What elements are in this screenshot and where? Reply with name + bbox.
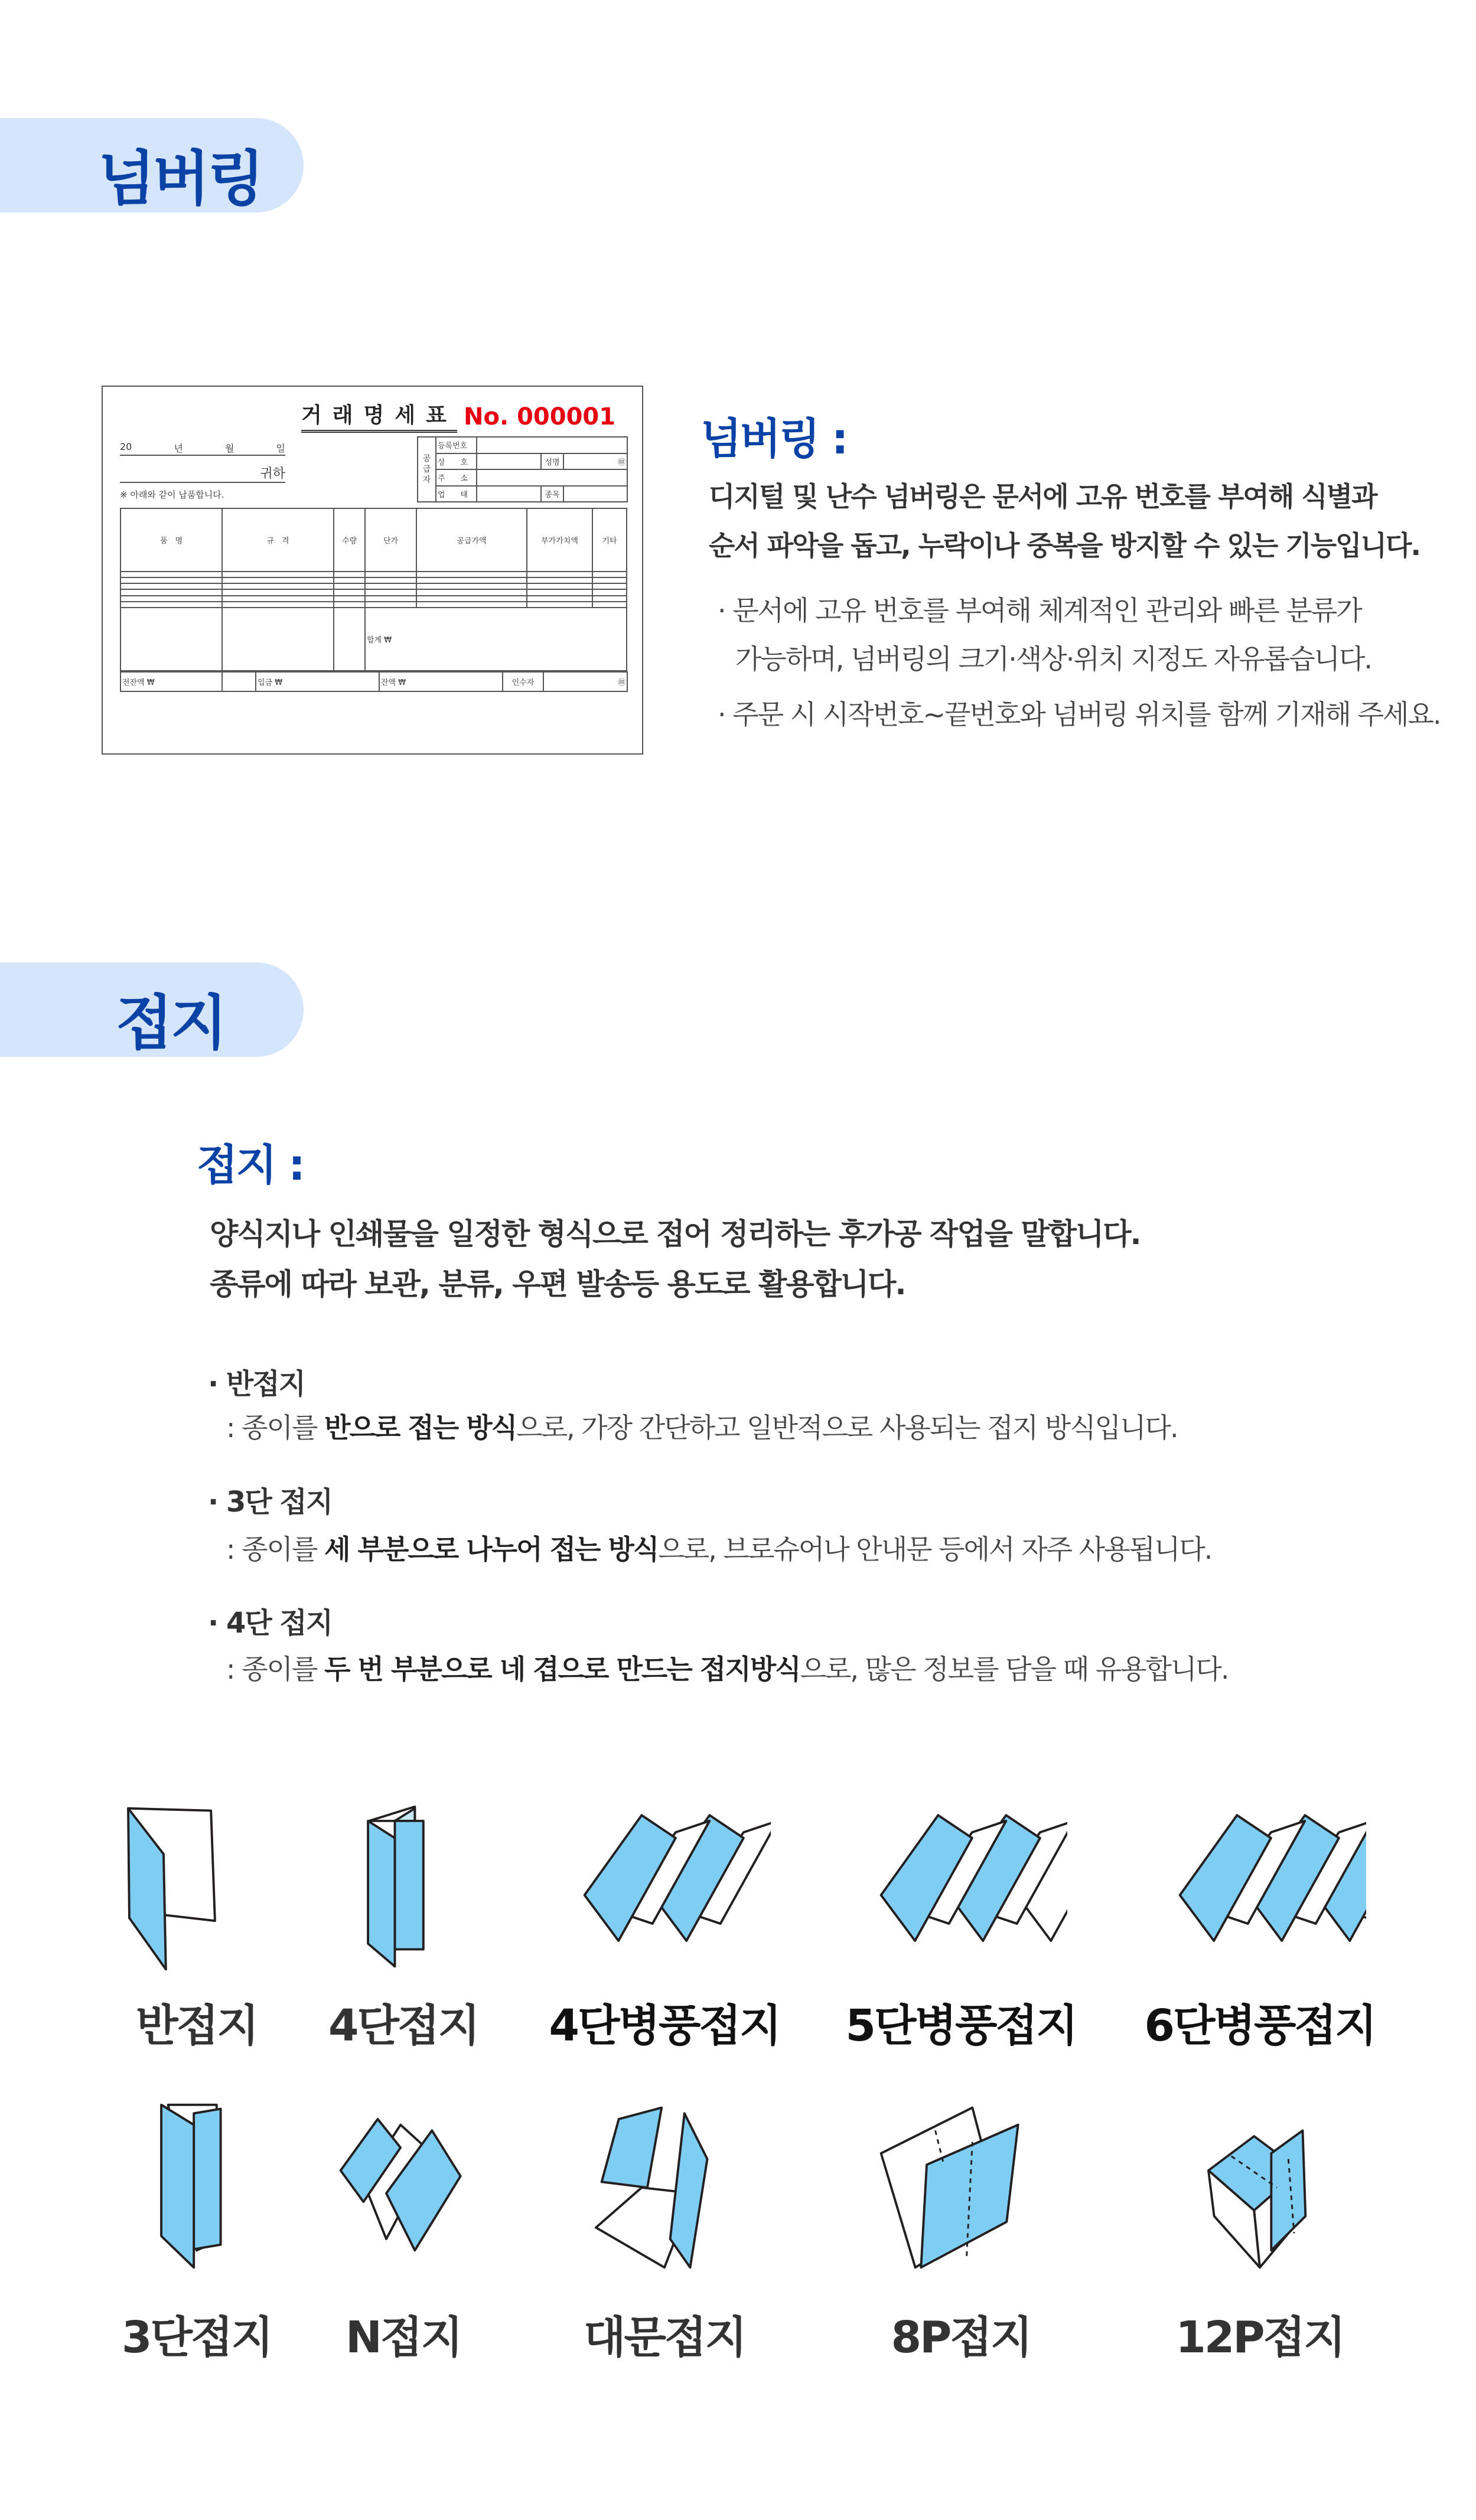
numbering-heading: 넘버링 : [700,414,847,463]
invoice-date-line [120,441,285,456]
fold-4-icon [1154,1804,1366,1975]
cell: 종목 [541,486,563,502]
desc-bold: 반으로 접는 방식 [324,1412,517,1444]
fold-1-icon [297,1804,510,1975]
empty-cell [334,602,365,608]
empty-cell [592,577,627,583]
desc-bold: 세 부분으로 나누어 접는 방식 [324,1533,659,1565]
numbering-desc-2: 순서 파악을 돕고, 누락이나 중복을 방지할 수 있는 기능입니다. [709,530,1420,562]
empty-cell [527,602,592,608]
fold-7-icon [558,2102,771,2273]
desc-text: : 종이를 [226,1533,325,1565]
empty-cell [416,596,527,602]
empty-cell [222,608,334,671]
empty-cell [120,596,222,602]
numbering-desc-1: 디지털 및 난수 넘버링은 문서에 고유 번호를 부여해 식별과 [709,481,1377,513]
fold-0-icon [90,1804,303,1975]
fold-8-icon [855,2102,1067,2273]
empty-cell [334,596,365,602]
desc-text: 으로, 많은 정보를 담을 때 유용합니다. [800,1653,1229,1685]
fold-type-desc [226,1406,1178,1445]
fold-label: 8P접지 [891,2312,1031,2363]
desc-bold: 두 번 부분으로 네 겹으로 만드는 접지방식 [324,1653,800,1685]
empty-cell [592,602,627,608]
items-table [120,508,627,671]
section-header-numbering [0,118,304,213]
date-y: 년 [174,443,183,454]
desc-text: : 종이를 [226,1412,325,1444]
folding-heading: 접지 : [197,1140,304,1190]
section-header-folding [0,962,304,1057]
empty-cell [527,577,592,583]
fold-6-icon [297,2102,510,2273]
empty-cell [334,577,365,583]
column-header: 단가 [365,508,416,572]
empty-cell [365,572,416,577]
empty-cell [592,596,627,602]
empty-cell [592,572,627,577]
empty-cell [365,602,416,608]
section-title: 접지 [116,988,226,1057]
cell: 등록번호 [436,437,477,453]
folding-desc-2: 종류에 따라 보관, 분류, 우편 발송등 용도로 활용합니다. [210,1267,905,1301]
empty-cell [416,577,527,583]
cell: 성명 [541,453,563,470]
empty-cell [120,608,222,671]
fold-label: 대문접지 [584,2312,745,2363]
fold-type-desc [226,1528,1211,1567]
fold-label: 3단접지 [122,2312,272,2363]
cell: 인수자 [503,672,543,691]
fold-9-icon [1154,2102,1366,2273]
supplier-table [417,436,628,502]
fold-label: 4단접지 [328,2000,478,2051]
empty-cell [222,572,334,577]
empty-cell [334,572,365,577]
empty-cell [527,589,592,595]
column-header: 부가가치액 [527,508,592,572]
fold-type-title: · 반접지 [208,1367,305,1401]
column-header: 품 명 [120,508,222,572]
fold-type-desc [226,1648,1228,1687]
empty-cell [222,583,334,589]
date-year: 20 [120,441,132,452]
desc-text: 으로, 가장 간단하고 일반적으로 사용되는 접지 방식입니다. [516,1412,1178,1444]
date-d: 일 [276,443,285,454]
section-title: 넘버링 [98,144,262,213]
empty-cell [592,589,627,595]
numbering-bullet-1: · 문서에 고유 번호를 부여해 체계적인 관리와 빠른 분류가 [718,595,1361,626]
empty-cell [416,602,527,608]
column-header: 규 격 [222,508,334,572]
empty-cell [222,589,334,595]
desc-text: : 종이를 [226,1653,325,1685]
empty-cell [416,572,527,577]
empty-cell [334,583,365,589]
fold-2-icon [558,1804,771,1975]
empty-cell [222,577,334,583]
column-header: 수량 [334,508,365,572]
cell: 상 호 [436,453,477,470]
empty-cell [416,583,527,589]
folding-desc-1: 양식지나 인쇄물을 일정한 형식으로 접어 정리하는 후가공 작업을 말합니다. [210,1217,1141,1251]
empty-cell [120,583,222,589]
cell: 주 소 [436,469,477,486]
empty-cell [365,596,416,602]
empty-cell [365,583,416,589]
numbering-bullet-2: · 주문 시 시작번호~끝번호와 넘버링 위치를 함께 기재해 주세요. [718,698,1441,730]
empty-cell [222,596,334,602]
cell: 입금 ₩ [256,672,379,691]
column-header: 기타 [592,508,627,572]
invoice-recipient: 귀하 [120,463,285,483]
empty-cell [416,589,527,595]
invoice-title: 거래명세표 [301,399,457,433]
invoice-note: ※ 아래와 같이 납품합니다. [120,489,224,500]
fold-3-icon [855,1804,1067,1975]
fold-label: N접지 [346,2312,461,2363]
invoice-number: No. 000001 [464,403,616,430]
empty-cell [120,589,222,595]
date-m: 월 [224,443,234,454]
empty-cell [120,602,222,608]
fold-5-icon [90,2102,303,2273]
supplier-label: 공급자 [418,437,436,502]
numbering-bullet-1-cont: 가능하며, 넘버링의 크기·색상·위치 지정도 자유롭습니다. [735,643,1372,675]
empty-cell [120,577,222,583]
empty-cell [527,583,592,589]
footer-table [120,671,628,692]
empty-cell [527,572,592,577]
fold-type-title: · 3단 접지 [208,1486,333,1519]
fold-label: 4단병풍접지 [549,2000,780,2051]
fold-type-title: · 4단 접지 [208,1607,333,1640]
empty-cell [365,577,416,583]
seal: ㊞ [543,672,627,691]
fold-label: 6단병풍접지 [1144,2000,1376,2051]
cell: 전잔액 ₩ [120,672,222,691]
column-header: 공급가액 [416,508,527,572]
empty-cell [365,589,416,595]
empty-cell [527,596,592,602]
cell: 업 태 [436,486,477,502]
empty-cell [334,589,365,595]
empty-cell [222,602,334,608]
cell: 잔액 ₩ [379,672,503,691]
invoice-sample-image [102,386,643,755]
fold-label: 반접지 [136,2000,258,2051]
empty-cell [592,583,627,589]
desc-text: 으로, 브로슈어나 안내문 등에서 자주 사용됩니다. [658,1533,1212,1565]
empty-cell [334,608,365,671]
empty-cell [120,572,222,577]
fold-label: 5단병풍접지 [845,2000,1077,2051]
total-cell: 합계 ₩ [365,608,627,671]
fold-label: 12P접지 [1175,2312,1344,2363]
seal: ㊞ [563,453,627,470]
